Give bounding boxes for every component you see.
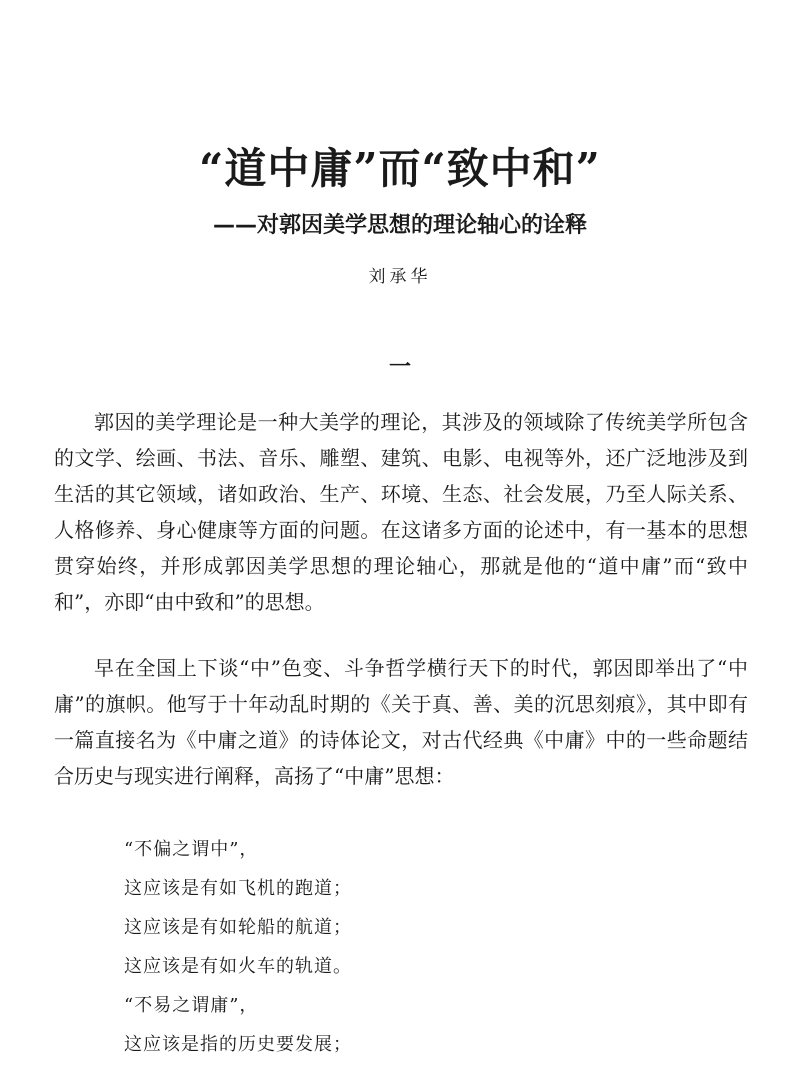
poem-line: 这应该是指的历史要发展； bbox=[124, 1034, 352, 1055]
body-paragraph-2-block bbox=[54, 650, 748, 794]
author-name: 刘承华 bbox=[368, 267, 432, 287]
body-paragraph-1-block bbox=[54, 404, 748, 620]
poem-line: 这应该是有如飞机的跑道； bbox=[124, 878, 352, 899]
section-number: 一 bbox=[388, 355, 411, 380]
body-paragraph: 郭因的美学理论是一种大美学的理论，其涉及的领域除了传统美学所包含的文学、绘画、书法、音乐、雕塑、建筑、电影、电视等外，还广泛地涉及到生活的其它领域，诸如政治、生产、环境、生态、社会发展，乃至人际关系、人格修养、身心健康等方面的问题。在这诸多方面的论述中，有一基本的思想贯穿始终，并形成郭因美学思想的理论轴心，那就是他的“道中庸”而“致中和”，亦即“由中致和”的思想。 bbox=[54, 410, 748, 614]
body-paragraph: 早在全国上下谈“中”色变、斗争哲学横行天下的时代，郭因即举出了“中庸”的旗帜。他写于十年动乱时期的《关于真、善、美的沉思刻痕》，其中即有一篇直接名为《中庸之道》的诗体论文，对古代经典《中庸》中的一些命题结合历史与现实进行阐释，高扬了“中庸”思想： bbox=[54, 656, 748, 788]
poem-line: “不易之谓庸”， bbox=[124, 995, 259, 1016]
article-subtitle: ——对郭因美学思想的理论轴心的诠释 bbox=[212, 213, 587, 238]
poem-quote bbox=[124, 830, 352, 1064]
poem-line: “不偏之谓中”， bbox=[124, 839, 259, 860]
article-title: “道中庸”而“致中和” bbox=[199, 144, 601, 193]
poem-line: 这应该是有如火车的轨道。 bbox=[124, 956, 352, 977]
poem-line: 这应该是有如轮船的航道； bbox=[124, 917, 352, 938]
